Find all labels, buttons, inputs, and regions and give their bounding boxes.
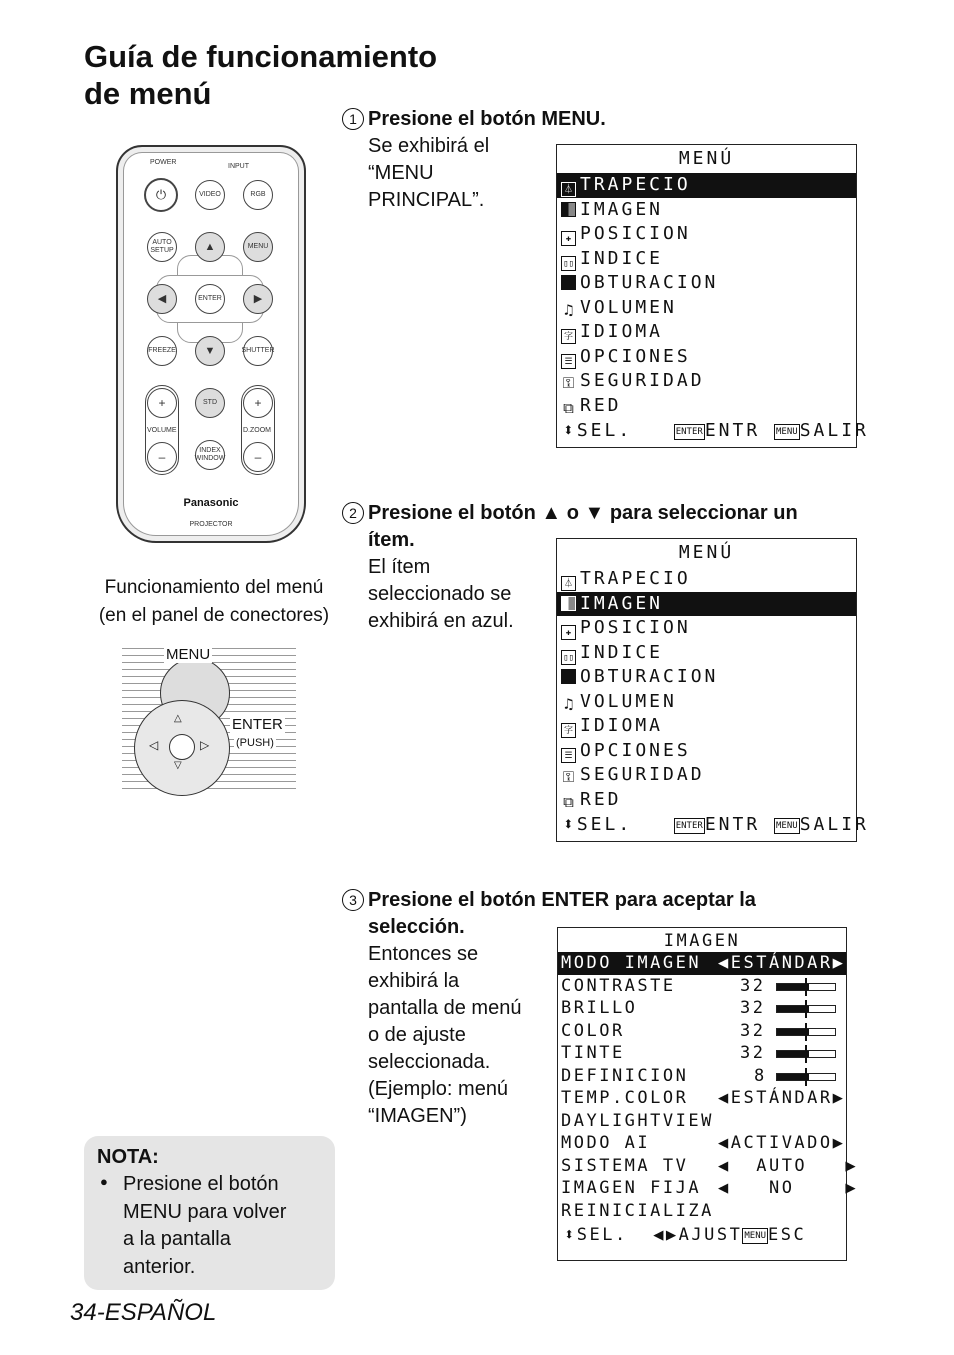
main-menu-screen-1 [556, 144, 869, 448]
level-bar [776, 1005, 836, 1013]
network-icon: ⧉ [563, 792, 574, 811]
remote-brand: Panasonic [183, 497, 239, 509]
step-1-number: 1 [342, 108, 364, 130]
network-icon: ⧉ [563, 398, 574, 417]
keystone-icon: ⏃ [561, 182, 576, 197]
updown-arrows-icon: ⬍ [563, 814, 577, 835]
power-button [144, 178, 178, 212]
step-3-text-6: (Ejemplo: menú [368, 1078, 509, 1100]
imagen-row-tinte: TINTE 32 [558, 1042, 846, 1065]
imagen-row-imagen-fija: IMAGEN FIJA ◀ NO ▶ [561, 1178, 859, 1198]
step-2-heading-2: ítem. [368, 529, 415, 551]
imagen-row-color: COLOR 32 [558, 1020, 846, 1043]
left-button [147, 284, 177, 314]
std-button: STD [195, 388, 225, 418]
menu-item-indice: ▯▯ INDICE [557, 247, 856, 272]
remote-input-label: INPUT [228, 163, 249, 170]
updown-arrows-icon: ⬍ [564, 1225, 577, 1245]
key-icon: ⚿ [562, 374, 575, 392]
menu-item-trapecio: ⏃ TRAPECIO [557, 173, 856, 198]
key-icon: ⚿ [562, 768, 575, 786]
enter-key-icon: ENTER [674, 424, 705, 440]
up-arrow-icon: ▲ [204, 241, 216, 253]
step-2-text-2: seleccionado se [368, 583, 512, 605]
rgb-button: RGB [243, 180, 273, 210]
menu-item-posicion: ✚ POSICION [557, 222, 856, 247]
main-menu-footer: ⬍SEL. ENTER ENTR MENU SALIR [563, 814, 869, 835]
menu-item-imagen: IMAGEN [557, 592, 856, 617]
volume-label: VOLUME [147, 427, 177, 434]
panel-enter-label: ENTER [232, 716, 283, 733]
step-2-heading: Presione el botón ▲ o ▼ para seleccionar un [368, 502, 798, 524]
position-icon: ✚ [561, 231, 576, 246]
step-2-number: 2 [342, 502, 364, 524]
right-arrow-icon: ▶ [253, 293, 263, 305]
remote-control-illustration [116, 145, 306, 543]
nota-title: NOTA: [97, 1146, 159, 1168]
menu-item-red: ⧉ RED [557, 788, 856, 813]
menu-item-posicion: ✚ POSICION [557, 616, 856, 641]
imagen-menu-screen [557, 927, 859, 1261]
menu-item-idioma: 字 IDIOMA [557, 714, 856, 739]
step-1-text-1: Se exhibirá el [368, 135, 490, 157]
language-icon: 字 [561, 723, 576, 738]
menu-item-obturacion: OBTURACION [557, 271, 856, 296]
power-icon: ⏻ [155, 187, 167, 202]
index-window-icon: ▯▯ [561, 256, 576, 271]
imagen-row-modo-ai: MODO AI ◀ACTIVADO▶ [561, 1133, 846, 1153]
nota-text: Presione el botón MENU para volver a la pantalla anterior. [123, 1173, 287, 1278]
panel-up-arrow-icon: △ [174, 713, 182, 724]
connector-panel-illustration [122, 642, 296, 792]
dzoom-plus-button [243, 388, 273, 418]
menu-item-seguridad: ⚿ SEGURIDAD [562, 370, 705, 392]
menu-item-obturacion: OBTURACION [557, 665, 856, 690]
step-3-text-3: pantalla de menú [368, 997, 522, 1019]
step-3-text-4: o de ajuste [368, 1024, 466, 1046]
step-1-text-2: “MENU [368, 162, 434, 184]
panel-caption [84, 574, 344, 630]
main-menu-title: MENÚ [678, 148, 735, 169]
step-3-text-2: exhibirá la [368, 970, 460, 992]
dzoom-label: D.ZOOM [243, 427, 271, 434]
page-language: ESPAÑOL [104, 1299, 217, 1326]
leftright-arrows-icon: ◀▶ [653, 1225, 679, 1245]
enter-key-icon: ENTER [674, 818, 705, 834]
step-2-text-1: El ítem [368, 556, 431, 578]
imagen-row-daylightview: DAYLIGHTVIEW [561, 1110, 714, 1131]
left-arrow-icon: ◀ [157, 293, 167, 305]
shutter-icon [561, 669, 576, 684]
step-3-text-7: “IMAGEN”) [368, 1105, 467, 1127]
shutter-icon [561, 275, 576, 290]
page-number: 34- [70, 1299, 105, 1326]
panel-enter-center [169, 734, 195, 760]
step-1-heading: Presione el botón MENU. [368, 108, 606, 130]
language-icon: 字 [561, 329, 576, 344]
level-bar [776, 1073, 836, 1081]
title-line-1: Guía de funcionamiento [84, 39, 438, 74]
menu-item-indice: ▯▯ INDICE [557, 641, 856, 666]
step-3-text-1: Entonces se [368, 943, 479, 965]
updown-arrows-icon: ⬍ [563, 420, 577, 441]
menu-item-idioma: 字 IDIOMA [557, 320, 856, 345]
plus-icon: + [254, 396, 262, 410]
panel-caption-line-1: Funcionamiento del menú [104, 577, 324, 598]
minus-icon: – [254, 450, 262, 464]
picture-icon [561, 202, 576, 217]
down-arrow-icon: ▼ [204, 345, 216, 357]
main-menu-footer: ⬍SEL. ENTER ENTR MENU SALIR [563, 420, 869, 441]
picture-icon [561, 596, 576, 611]
options-icon: ☰ [561, 354, 576, 369]
minus-icon: – [158, 450, 166, 464]
imagen-row-brillo: BRILLO 32 [558, 997, 846, 1020]
dzoom-minus-button [243, 442, 273, 472]
panel-menu-label: MENU [166, 646, 211, 663]
bullet-icon: ● [100, 1174, 108, 1189]
remote-model: PROJECTOR [189, 521, 233, 528]
menu-item-seguridad: ⚿ SEGURIDAD [562, 764, 705, 786]
imagen-menu-footer: ⬍SEL. ◀▶AJUST MENU ESC [564, 1225, 807, 1245]
index-window-icon: ▯▯ [561, 650, 576, 665]
panel-left-arrow-icon: ◁ [149, 738, 159, 752]
imagen-row-temp-color: TEMP.COLOR ◀ESTÁNDAR▶ [561, 1088, 846, 1108]
enter-button: ENTER [195, 284, 225, 314]
shutter-button: SHUTTER [243, 336, 273, 366]
right-button [243, 284, 273, 314]
plus-icon: + [158, 396, 166, 410]
panel-right-arrow-icon: ▷ [200, 738, 210, 752]
volume-plus-button [147, 388, 177, 418]
menu-item-volumen: ♫ VOLUMEN [557, 690, 856, 715]
step-2-text-3: exhibirá en azul. [368, 610, 514, 632]
page-footer [70, 1299, 216, 1327]
imagen-row-contraste: CONTRASTE 32 [558, 975, 846, 998]
imagen-row-sistema-tv: SISTEMA TV ◀ AUTO ▶ [561, 1155, 859, 1176]
nota-box [84, 1136, 335, 1290]
video-button: VIDEO [195, 180, 225, 210]
panel-down-arrow-icon: ▽ [174, 760, 182, 771]
music-note-icon: ♫ [563, 300, 574, 319]
level-bar [776, 1050, 836, 1058]
step-3-number: 3 [342, 889, 364, 911]
auto-setup-button: AUTO SETUP [147, 232, 177, 262]
imagen-value-modo-imagen: ◀ESTÁNDAR▶ [718, 953, 846, 973]
level-bar [776, 983, 836, 991]
imagen-row-definicion: DEFINICION 8 [558, 1065, 846, 1088]
menu-key-icon: MENU [774, 424, 800, 440]
step-3-heading-2: selección. [368, 916, 465, 938]
main-menu-title: MENÚ [678, 542, 735, 563]
main-menu-screen-2 [556, 538, 869, 842]
imagen-row-reinicializa: REINICIALIZA [561, 1200, 714, 1221]
menu-item-opciones: ☰ OPCIONES [557, 739, 856, 764]
menu-item-opciones: ☰ OPCIONES [557, 345, 856, 370]
menu-item-imagen: IMAGEN [557, 198, 856, 223]
step-3-text-5: seleccionada. [368, 1051, 491, 1073]
menu-item-trapecio: ⏃ TRAPECIO [557, 567, 856, 592]
panel-push-label: (PUSH) [236, 737, 274, 749]
keystone-icon: ⏃ [561, 576, 576, 591]
imagen-menu-title: IMAGEN [663, 931, 741, 951]
menu-item-volumen: ♫ VOLUMEN [557, 296, 856, 321]
menu-key-icon: MENU [742, 1228, 768, 1244]
level-bar [776, 1028, 836, 1036]
down-button [195, 336, 225, 366]
options-icon: ☰ [561, 748, 576, 763]
freeze-button: FREEZE [147, 336, 177, 366]
position-icon: ✚ [561, 625, 576, 640]
menu-key-icon: MENU [774, 818, 800, 834]
menu-button: MENU [243, 232, 273, 262]
music-note-icon: ♫ [563, 694, 574, 713]
step-1-text-3: PRINCIPAL”. [368, 189, 485, 211]
up-button [195, 232, 225, 262]
imagen-row-modo-imagen: MODO IMAGEN ◀ESTÁNDAR▶ [558, 952, 846, 975]
menu-item-red: ⧉ RED [557, 394, 856, 419]
remote-power-label: POWER [150, 159, 177, 166]
page-title [84, 38, 437, 112]
panel-caption-line-2: (en el panel de conectores) [98, 605, 330, 626]
title-line-2: de menú [84, 76, 212, 111]
step-3-heading: Presione el botón ENTER para aceptar la [368, 889, 756, 911]
index-window-button: INDEX WINDOW [195, 440, 225, 470]
volume-minus-button [147, 442, 177, 472]
